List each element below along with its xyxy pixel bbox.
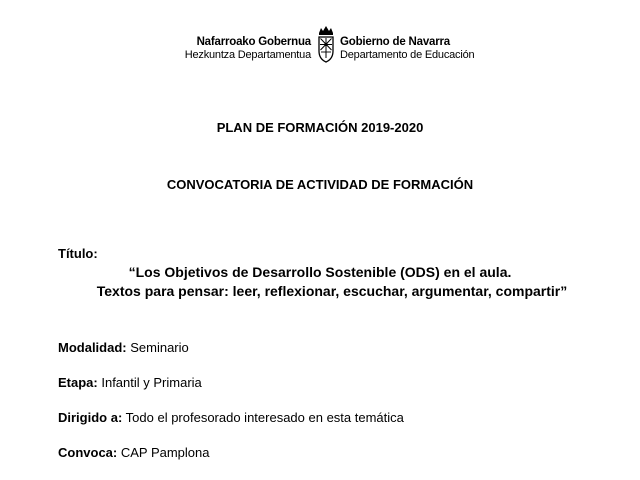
plan-heading: PLAN DE FORMACIÓN 2019-2020 [216,120,424,135]
titulo-line-2: Textos para pensar: leer, reflexionar, escuchar, argumentar, compartir” [96,283,568,299]
dirigido-label: Dirigido a: [58,410,123,425]
basque-department-name: Hezkuntza Departamentua [184,49,311,61]
modalidad-field [58,340,189,355]
titulo-line-1: “Los Objetivos de Desarrollo Sostenible (ODS) en el aula. [128,264,512,280]
spanish-government-name: Gobierno de Navarra [340,36,450,48]
spanish-department-name: Departamento de Educación [340,49,475,61]
letterhead [0,22,640,66]
letterhead-basque [185,36,311,62]
letterhead-spanish [340,36,474,62]
etapa-value: Infantil y Primaria [97,375,202,390]
modalidad-label: Modalidad: [58,340,127,355]
etapa-label: Etapa: [58,375,98,390]
basque-government-name: Nafarroako Gobernua [196,36,311,48]
dirigido-value: Todo el profesorado interesado en esta temática [122,410,404,425]
convoca-value: CAP Pamplona [117,445,210,460]
convocatoria-heading: CONVOCATORIA DE ACTIVIDAD DE FORMACIÓN [166,177,474,192]
dirigido-field [58,410,404,425]
titulo-label: Título: [58,246,98,261]
convoca-label: Convoca: [58,445,118,460]
modalidad-value: Seminario [126,340,189,355]
convoca-field [58,445,210,460]
navarra-coat-of-arms-icon [316,24,336,64]
etapa-field [58,375,202,390]
